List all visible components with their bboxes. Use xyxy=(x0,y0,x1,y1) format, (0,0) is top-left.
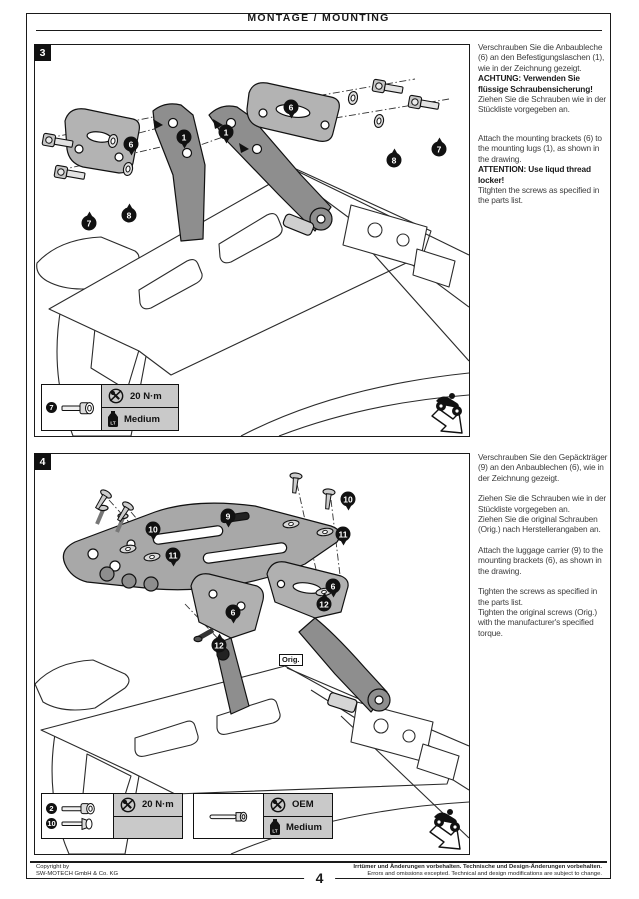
threadlocker-value: Medium xyxy=(286,821,322,833)
header-divider xyxy=(36,30,602,31)
disclaimer-de: Irrtümer und Änderungen vorbehalten. Technische und Design-Änderungen vorbehalten. xyxy=(353,864,602,870)
step-3-instructions xyxy=(478,42,610,115)
step-4-badge: 4 xyxy=(34,453,51,470)
svg-text:LT: LT xyxy=(110,420,116,425)
callout-pin-12: 12 xyxy=(317,597,332,612)
step-4-instructions-de xyxy=(478,452,610,483)
disclaimer-en: Errors and omissions excepted. Technical and design modifications are subject to change. xyxy=(367,871,602,877)
footer-divider xyxy=(30,861,607,863)
page-number: 4 xyxy=(304,870,336,886)
copyright-line-2: SW-MOTECH GmbH & Co. KG xyxy=(36,871,119,877)
warning-text-de: ACHTUNG: Verwenden Sie flüssige Schraubensicherung! xyxy=(478,73,593,94)
cap-screw-icon xyxy=(61,401,95,415)
step-4-panel xyxy=(34,453,470,855)
item-number-badge: 7 xyxy=(46,402,57,413)
instruction-text-de: Ziehen Sie die Schrauben wie in der Stückliste vorgegeben an. xyxy=(478,94,607,115)
footer-disclaimer xyxy=(353,864,602,878)
torque-value: OEM xyxy=(292,799,314,811)
instruction-text-de: Ziehen Sie die Schrauben wie in der Stückliste vorgegeben an. xyxy=(478,493,607,514)
instruction-text-de: Ziehen Sie die original Schrauben (Orig.) nach Herstellerangaben an. xyxy=(478,514,601,535)
threadlocker-value: Medium xyxy=(124,413,160,425)
callout-layer-step-3 xyxy=(35,45,469,436)
empty-spec-cell xyxy=(114,816,182,839)
instruction-text-en: Attach the mounting brackets (6) to the mounting lugs (1), as shown in the drawing. xyxy=(478,133,602,164)
torque-spec-box-step-3 xyxy=(41,384,179,431)
instruction-text-de: Verschrauben Sie die Anbaubleche (6) an den Befestigungslaschen (1), wie in der Zeichnung gezeigt. xyxy=(478,42,605,73)
footer-copyright xyxy=(36,864,118,878)
instruction-text-de: Verschrauben Sie den Gepäckträger (9) an den Anbaublechen (6), wie in der Zeichnung gezeigt. xyxy=(478,452,608,483)
callout-pin-6: 6 xyxy=(284,100,299,115)
flat-screw-icon xyxy=(61,817,97,830)
item-number-badge: 2 xyxy=(46,803,57,814)
callout-pin-11: 11 xyxy=(336,527,351,542)
instruction-text-en: Attach the luggage carrier (9) to the mounting brackets (6), as shown in the drawing. xyxy=(478,545,603,576)
copyright-line-1: Copyright by xyxy=(36,864,70,870)
threadlocker-bottle-icon xyxy=(107,411,119,428)
threadlocker-bottle-icon xyxy=(269,819,281,836)
torque-wrench-icon xyxy=(107,387,125,405)
instruction-text-en: Titghten the screws as specified in the parts list. xyxy=(478,185,600,206)
step-3-badge: 3 xyxy=(34,44,51,61)
step-4-instructions-en xyxy=(478,545,610,638)
callout-pin-10: 10 xyxy=(146,522,161,537)
item-number-badge: 10 xyxy=(47,819,56,828)
instruction-text-en: Tighten the screws as specified in the parts list. xyxy=(478,586,598,607)
callout-pin-8: 8 xyxy=(122,208,137,223)
instruction-text-en: Tighten the original screws (Orig.) with the manufacturer's specified torque. xyxy=(478,607,597,638)
warning-text-en: ATTENTION: Use liqud thread locker! xyxy=(478,164,591,185)
torque-wrench-icon xyxy=(119,796,137,814)
torque-spec-box-step-4b xyxy=(193,793,333,839)
step-3-instructions-de xyxy=(478,42,610,115)
callout-pin-7: 7 xyxy=(432,142,447,157)
callout-pin-1: 1 xyxy=(219,125,234,140)
callout-pin-12: 12 xyxy=(212,638,227,653)
bike-direction-icon xyxy=(429,392,469,441)
cap-screw-icon xyxy=(61,802,97,815)
callout-pin-7: 7 xyxy=(82,216,97,231)
step-4-instructions xyxy=(478,452,610,535)
callout-pin-6: 6 xyxy=(226,605,241,620)
callout-pin-11: 11 xyxy=(166,548,181,563)
callout-pin-6: 6 xyxy=(326,579,341,594)
callout-pin-8: 8 xyxy=(387,153,402,168)
step-3-instructions-en xyxy=(478,133,610,206)
callout-pin-9: 9 xyxy=(221,509,236,524)
page-title: MONTAGE / MOUNTING xyxy=(247,12,390,24)
oem-screw-icon xyxy=(209,810,249,823)
torque-wrench-icon xyxy=(269,796,287,814)
svg-text:LT: LT xyxy=(272,828,278,834)
bike-direction-icon xyxy=(427,808,467,857)
callout-pin-1: 1 xyxy=(177,130,192,145)
torque-value: 20 N·m xyxy=(142,799,174,811)
callout-pin-6: 6 xyxy=(124,137,139,152)
step-3-panel xyxy=(34,44,470,437)
orig-screw-label: Orig. xyxy=(279,654,303,666)
callout-pin-10: 10 xyxy=(341,492,356,507)
torque-value: 20 N·m xyxy=(130,390,162,402)
torque-spec-box-step-4a xyxy=(41,793,183,839)
